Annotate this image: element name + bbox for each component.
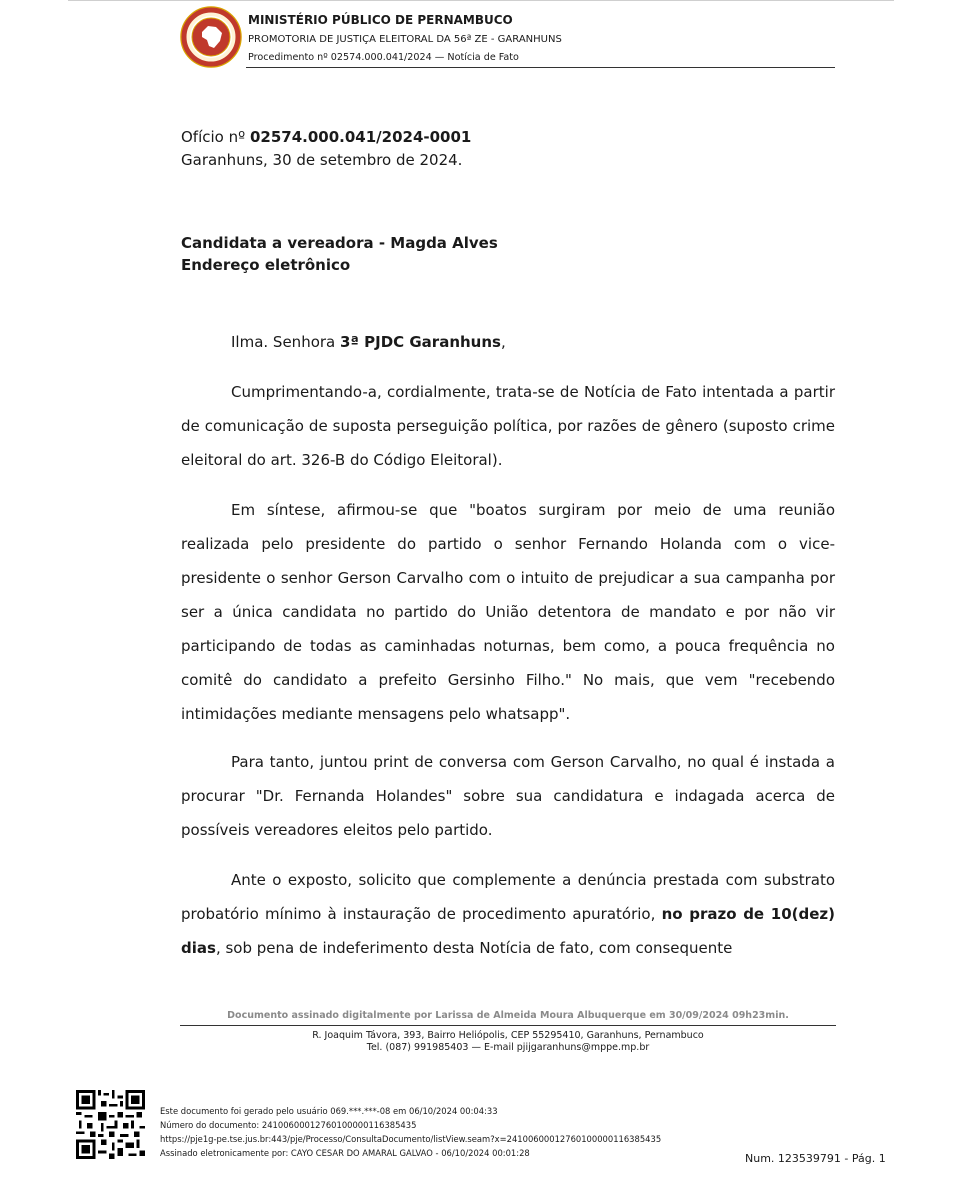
oficio-number: 02574.000.041/2024-0001: [249, 128, 472, 146]
salutation: [231, 333, 506, 351]
footer-address-line-1: R. Joaquim Távora, 393, Bairro Heliópolis, CEP 55295410, Garanhuns, Pernambuco: [312, 1030, 704, 1041]
recipient-address: Endereço eletrônico: [181, 256, 351, 274]
salutation-prefix: Ilma. Senhora: [231, 333, 340, 351]
page-number: Num. 123539791 - Pág. 1: [745, 1152, 886, 1165]
oficio-number-line: [181, 128, 471, 146]
body-p4-end: , sob pena de indeferimento desta Notícia de fato, com consequente: [215, 939, 733, 957]
footer-address: [181, 1030, 835, 1054]
mppe-seal-icon: [180, 6, 242, 68]
metadata-document-number: Número do documento: 24100600012760100000116385435: [160, 1120, 417, 1130]
header-procedure: Procedimento nº 02574.000.041/2024 — Notícia de Fato: [248, 52, 519, 63]
oficio-place-date: Garanhuns, 30 de setembro de 2024.: [181, 151, 463, 169]
header-title: MINISTÉRIO PÚBLICO DE PERNAMBUCO: [248, 13, 513, 27]
body-paragraph-3: Para tanto, juntou print de conversa com Gerson Carvalho, no qual é instada a procurar "Dr. Fernanda Holandes" sobre sua candidatura e indagada acerca de possíveis vereadores eleitos pelo partido.: [181, 753, 835, 839]
footer-address-line-2: Tel. (087) 991985403 — E-mail pjijgaranhuns@mppe.mp.br: [366, 1042, 650, 1053]
metadata-signed-by: Assinado eletronicamente por: CAYO CESAR DO AMARAL GALVAO - 06/10/2024 00:01:28: [160, 1148, 530, 1158]
body-paragraph-1: Cumprimentando-a, cordialmente, trata-se de Notícia de Fato intentada a partir de comunicação de suposta perseguição política, por razões de gênero (suposto crime eleitoral do art. 326-B do Código Eleitoral).: [181, 383, 835, 469]
body-paragraph-2: Em síntese, afirmou-se que "boatos surgiram por meio de uma reunião realizada pelo presidente do partido o senhor Fernando Holanda com o vice-presidente o senhor Gerson Carvalho com o intuito de prejudicar a sua campanha por ser a única candidata no partido do União detentora de mandato e por não vir participando de todas as caminhadas noturnas, bem como, a pouca frequência no comitê do candidato a prefeito Gersinho Filho." No mais, que vem "recebendo intimidações mediante mensagens pelo whatsapp".: [181, 501, 835, 723]
body-p4-deadline: no prazo de 10(dez) dias: [181, 905, 835, 957]
header-subtitle: PROMOTORIA DE JUSTIÇA ELEITORAL DA 56ª ZE - GARANHUNS: [248, 34, 562, 45]
document-metadata: [160, 1104, 661, 1160]
qr-code-icon[interactable]: [76, 1090, 145, 1159]
metadata-generated-by: Este documento foi gerado pelo usuário 069.***.***-08 em 06/10/2024 00:04:33: [160, 1106, 498, 1116]
recipient-name: Candidata a vereadora - Magda Alves: [181, 234, 498, 252]
header-divider: [246, 67, 835, 68]
body-p4-start: Ante o exposto, solicito que complemente a denúncia prestada com substrato probatório mínimo à instauração de procedimento apuratório,: [181, 871, 835, 923]
oficio-prefix: Ofício nº: [181, 128, 250, 146]
footer-divider: [180, 1025, 836, 1026]
metadata-url[interactable]: https://pje1g-pe.tse.jus.br:443/pje/Processo/ConsultaDocumento/listView.seam?x=24100600012760100000116385435: [160, 1134, 662, 1144]
salutation-name: 3ª PJDC Garanhuns: [340, 333, 501, 351]
digital-signature-note: Documento assinado digitalmente por Larissa de Almeida Moura Albuquerque em 30/09/2024 09h23min.: [227, 1010, 789, 1021]
salutation-suffix: ,: [500, 333, 506, 351]
page-top-border: [68, 0, 894, 1]
body-paragraph-4: [181, 863, 835, 965]
